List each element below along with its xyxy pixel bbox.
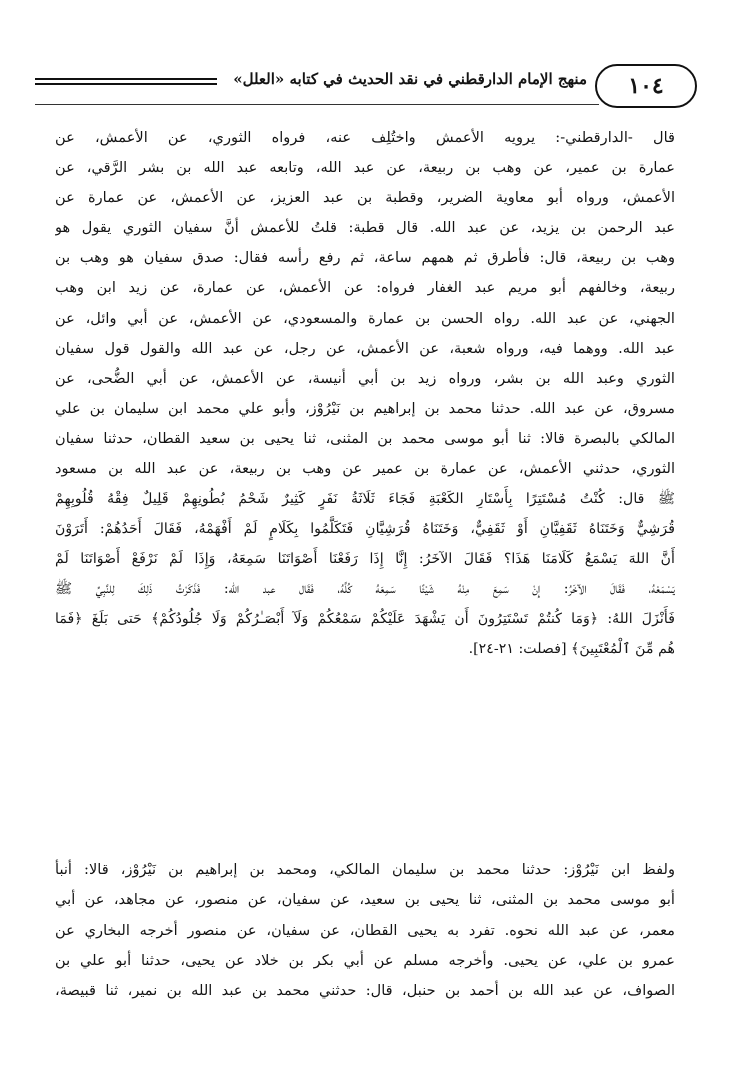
quote-line: ﷺ قال: كُنْتُ مُسْتَتِرًا بِأَسْتَارِ الكَعْبَةِ فَجَاءَ ثَلَاثَةُ نَفَرٍ كَثِيرٌ شَحْمُ بُطُونِهِمْ قَلِيلٌ فِقْهُ قُلُوبِهِمْ xyxy=(55,491,675,507)
text-line: ولفظ ابن نَيْرُوْز: حدثنا محمد بن سليمان المالكي، ومحمد بن إبراهيم بن نَيْرُوْز، قالا: أنبأ xyxy=(55,861,675,878)
page-header xyxy=(33,64,699,112)
paragraph-1 xyxy=(55,123,675,484)
quote-line: هُم مِّنَ ٱلْمُعْتَبِينَ﴾ [فصلت: ٢١-٢٤]. xyxy=(468,641,675,658)
quote-line: فَأَنْزَلَ اللهُ: ﴿وَمَا كُنتُمْ تَسْتَتِرُونَ أَن يَشْهَدَ عَلَيْكُمْ سَمْعُكُمْ وَلَآ أَبْصَـٰرُكُمْ وَلَا جُلُودُكُمْ﴾ حَتى بَلَغَ ﴿فَمَا xyxy=(55,611,675,628)
header-rule-top xyxy=(35,78,217,80)
header-rule-bottom xyxy=(35,83,217,85)
text-line: ربيعة، وخالفهم أبو مريم عبد الغفار فرواه: عن الأعمش، عن عمارة، عن زيد ابن وهب xyxy=(55,279,675,297)
text-line: الثوري وعبد الله بن بشر، ورواه زيد بن أبي أنيسة، عن الأعمش، عن أبي الضُّحى، عن xyxy=(55,369,675,387)
text-line: أبو موسى محمد بن المثنى، ثنا يحيى بن سعيد، عن سفيان، عن منصور، عن مجاهد، عن أبي xyxy=(55,891,675,909)
text-line: الثوري، حدثني الأعمش، عن عمارة بن عمير عن وهب بن ربيعة، عن عبد الله بن مسعود xyxy=(55,460,675,478)
quote-line: أَنَّ اللهَ يَسْمَعُ كَلَامَنَا هَذَا؟ فَقَالَ الآخَرُ: إِنَّا إِذَا رَفَعْنَا أَصْوَاتَنَا سَمِعَهُ، وَإِذَا لَمْ نَرْفَعْ أَصْوَاتَنَا لَمْ xyxy=(55,551,675,568)
text-line: الجهني، عن عبد الله. رواه الحسن بن عمارة والمسعودي، عن الأعمش، عن أبي وائل، عن xyxy=(55,309,675,327)
text-line: معمر، عن عبد الله نحوه. تفرد به يحيى القطان، عن سفيان، عن منصور أخرجه البخاري عن xyxy=(55,921,675,939)
text-line: قال -الدارقطني-: يرويه الأعمش واختُلِف عنه، فرواه الثوري، عن الأعمش، عن xyxy=(55,129,675,146)
text-line: عبد الله. ووهما فيه، ورواه شعبة، عن الأعمش، عن رجل، عن عبد الله والقول قول سفيان xyxy=(55,339,675,357)
text-line: عمرو بن علي، عن يحيى. وأخرجه مسلم عن أبي بكر بن خلاد عن يحيى، حدثنا أبو علي بن xyxy=(55,951,675,969)
text-line: مسروق، عن عبد الله. حدثنا محمد بن إبراهيم بن نَيْرُوْز، وأبو علي محمد ابن سليمان بن علي xyxy=(55,399,675,417)
text-line: عمارة بن عمير، عن وهب بن ربيعة، عن عبد الله، وتابعه عبد الله بن بشر الرَّقي، عن xyxy=(55,159,675,177)
page-number: ١٠٤ xyxy=(595,64,697,108)
running-title: منهج الإمام الدارقطني في نقد الحديث في كتابه «العلل» xyxy=(233,70,587,88)
hadith-quote xyxy=(55,484,675,665)
text-line: المالكي بالبصرة قالا: ثنا أبو موسى محمد بن المثنى، ثنا يحيى بن سعيد القطان، حدثنا سفيان xyxy=(55,429,675,447)
text-line: وهب بن ربيعة، قال: فأطرق ثم همهم ساعة، ثم رفع رأسه فقال: صدق سفيان هو وهب بن xyxy=(55,249,675,267)
header-underline xyxy=(35,104,599,105)
quote-line: يَسْمَعْهُ، فَقَالَ الآخَرُ: إِنْ سَمِعَ مِنْهُ شَيْئًا سَمِعَهُ كُلَّهُ، فَقَال عبد الله: فَذَكَرْتُ ذَلِكَ لِلنَّبِيِّ ﷺ xyxy=(55,581,675,598)
paragraph-2 xyxy=(55,855,675,1006)
text-line: الصواف، عن عبد الله بن أحمد بن حنبل، قال: حدثني محمد بن عبد الله بن نمير، ثنا قبيصة، xyxy=(55,982,675,1000)
quote-line: قُرَشِيٌّ وَخَتَنَاهُ ثَقَفِيَّانِ أَوْ ثَقَفِيٌّ، وَخَتَنَاهُ قُرَشِيَّانِ فَتَكَلَّمُوا بِكَلَامٍ لَمْ أَفْهَمْهُ، فَقَالَ أَحَدُهُمْ: أَتَرَوْنَ xyxy=(55,521,675,538)
text-line: عبد الرحمن بن يزيد، عن عبد الله. قال قطبة: قلتُ للأعمش أنَّ سفيان الثوري يقول هو xyxy=(55,219,675,237)
text-line: الأعمش، ورواه أبو معاوية الضرير، وقطبة بن عبد العزيز، عن الأعمش، عن عمارة عن xyxy=(55,189,675,207)
